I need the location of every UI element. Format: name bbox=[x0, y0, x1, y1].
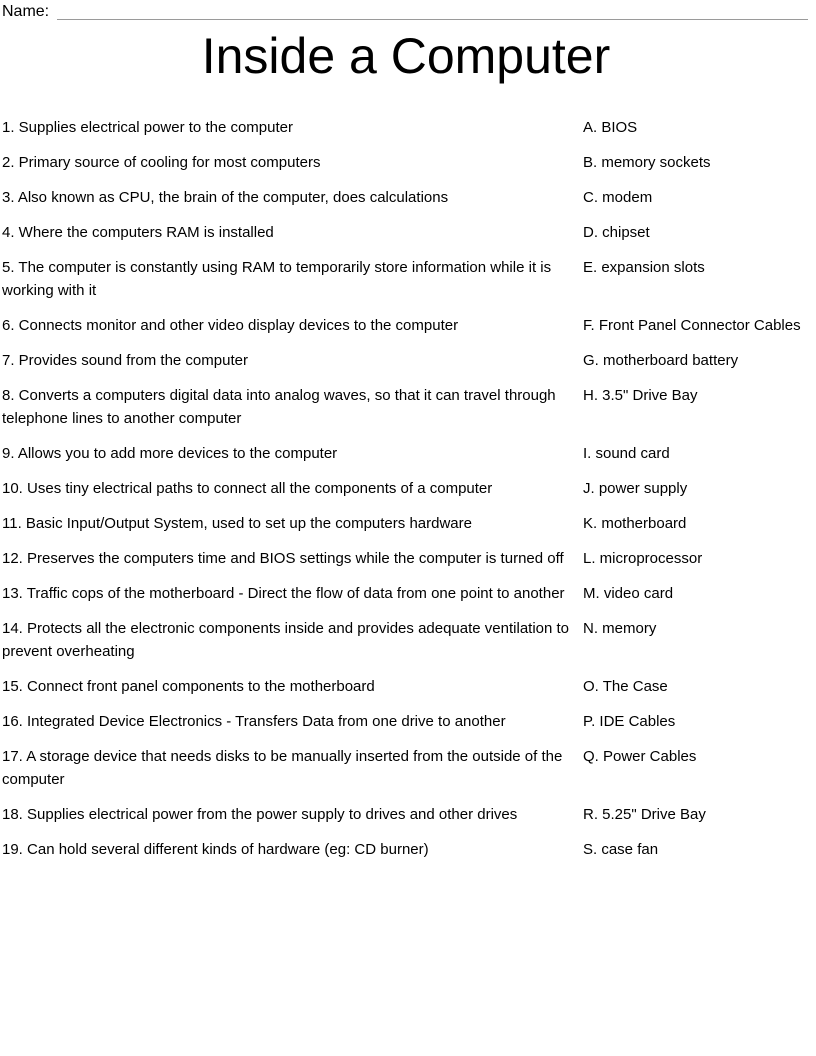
matching-row bbox=[2, 582, 810, 605]
question-text: 3. Also known as CPU, the brain of the computer, does calculations bbox=[2, 189, 449, 206]
question-text: 17. A storage device that needs disks to be manually inserted from the outside of the computer bbox=[2, 748, 563, 788]
question-text: 4. Where the computers RAM is installed bbox=[2, 224, 274, 241]
name-label: Name: bbox=[2, 3, 50, 20]
answer-text: Q. Power Cables bbox=[583, 748, 697, 765]
matching-row bbox=[2, 384, 810, 430]
answer-text: D. chipset bbox=[583, 224, 650, 241]
question-text: 18. Supplies electrical power from the power supply to drives and other drives bbox=[2, 806, 518, 823]
answer-text: B. memory sockets bbox=[583, 154, 711, 171]
matching-row bbox=[2, 186, 810, 209]
matching-row bbox=[2, 745, 810, 791]
question-text: 16. Integrated Device Electronics - Transfers Data from one drive to another bbox=[2, 713, 506, 730]
answer-text: M. video card bbox=[583, 585, 674, 602]
answer-text: O. The Case bbox=[583, 678, 668, 695]
name-header bbox=[2, 2, 810, 22]
answer-text: J. power supply bbox=[583, 480, 688, 497]
matching-row bbox=[2, 442, 810, 465]
matching-row bbox=[2, 675, 810, 698]
question-text: 13. Traffic cops of the motherboard - Direct the flow of data from one point to another bbox=[2, 585, 565, 602]
question-text: 5. The computer is constantly using RAM to temporarily store information while it is working with it bbox=[2, 259, 552, 299]
answer-text: S. case fan bbox=[583, 841, 659, 858]
answer-text: A. BIOS bbox=[583, 119, 638, 136]
answer-text: C. modem bbox=[583, 189, 653, 206]
matching-row bbox=[2, 547, 810, 570]
question-text: 9. Allows you to add more devices to the computer bbox=[2, 445, 338, 462]
question-text: 8. Converts a computers digital data into analog waves, so that it can travel through telephone lines to another computer bbox=[2, 387, 556, 427]
answer-text: L. microprocessor bbox=[583, 550, 703, 567]
page-title: Inside a Computer bbox=[201, 28, 611, 84]
answer-text: G. motherboard battery bbox=[583, 352, 739, 369]
matching-row bbox=[2, 512, 810, 535]
matching-row bbox=[2, 477, 810, 500]
matching-row bbox=[2, 151, 810, 174]
name-blank-line bbox=[57, 19, 808, 20]
question-text: 14. Protects all the electronic components inside and provides adequate ventilation to prevent overheating bbox=[2, 620, 570, 660]
question-text: 7. Provides sound from the computer bbox=[2, 352, 248, 369]
matching-row bbox=[2, 314, 810, 337]
matching-row bbox=[2, 803, 810, 826]
matching-row bbox=[2, 221, 810, 244]
matching-list bbox=[2, 116, 810, 861]
question-text: 2. Primary source of cooling for most computers bbox=[2, 154, 321, 171]
answer-text: P. IDE Cables bbox=[583, 713, 676, 730]
matching-row bbox=[2, 256, 810, 302]
answer-text: E. expansion slots bbox=[583, 259, 705, 276]
question-text: 1. Supplies electrical power to the computer bbox=[2, 119, 293, 136]
answer-text: H. 3.5" Drive Bay bbox=[583, 387, 698, 404]
matching-row bbox=[2, 116, 810, 139]
question-text: 19. Can hold several different kinds of hardware (eg: CD burner) bbox=[2, 841, 429, 858]
matching-row bbox=[2, 349, 810, 372]
question-text: 10. Uses tiny electrical paths to connect all the components of a computer bbox=[2, 480, 493, 497]
question-text: 15. Connect front panel components to the motherboard bbox=[2, 678, 375, 695]
answer-text: R. 5.25" Drive Bay bbox=[583, 806, 706, 823]
matching-row bbox=[2, 617, 810, 663]
answer-text: N. memory bbox=[583, 620, 657, 637]
question-text: 12. Preserves the computers time and BIOS settings while the computer is turned off bbox=[2, 550, 564, 567]
answer-text: K. motherboard bbox=[583, 515, 687, 532]
matching-row bbox=[2, 710, 810, 733]
question-text: 6. Connects monitor and other video display devices to the computer bbox=[2, 317, 459, 334]
answer-text: I. sound card bbox=[583, 445, 670, 462]
question-text: 11. Basic Input/Output System, used to set up the computers hardware bbox=[2, 515, 472, 532]
answer-text: F. Front Panel Connector Cables bbox=[583, 317, 801, 334]
matching-row bbox=[2, 838, 810, 861]
